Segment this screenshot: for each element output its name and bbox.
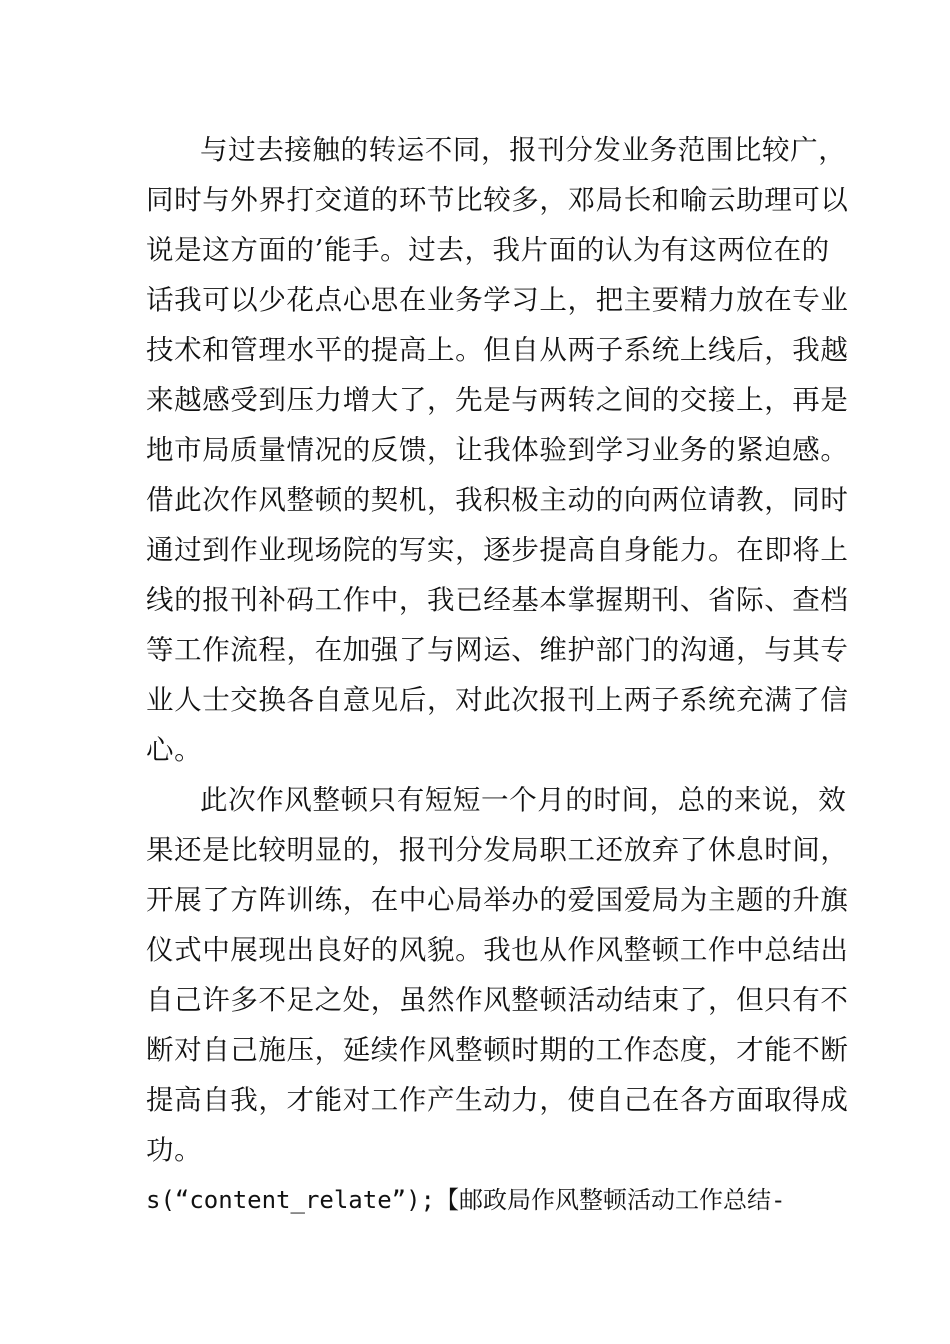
paragraph-1-line-10: 线的报刊补码工作中，我已经基本掌握期刊、省际、查档	[146, 584, 849, 616]
paragraph-1-line-13: 心。	[146, 734, 203, 766]
paragraph-2-line-3: 开展了方阵训练，在中心局举办的爱国爱局为主题的升旗	[146, 884, 849, 916]
paragraph-1-line-3: 说是这方面的’能手。过去，我片面的认为有这两位在的	[146, 234, 830, 266]
paragraph-2-line-7: 提高自我，才能对工作产生动力，使自己在各方面取得成	[146, 1084, 849, 1116]
paragraph-2-line-4: 仪式中展现出良好的风貌。我也从作风整顿工作中总结出	[146, 934, 849, 966]
paragraph-1-line-6: 来越感受到压力增大了，先是与两转之间的交接上，再是	[146, 384, 849, 416]
paragraph-2-line-5: 自己许多不足之处，虽然作风整顿活动结束了，但只有不	[146, 984, 849, 1016]
paragraph-1-line-5: 技术和管理水平的提高上。但自从两子系统上线后，我越	[146, 334, 849, 366]
paragraph-2-line-2: 果还是比较明显的，报刊分发局职工还放弃了休息时间，	[146, 834, 849, 866]
paragraph-1-line-11: 等工作流程，在加强了与网运、维护部门的沟通，与其专	[146, 634, 849, 666]
paragraph-1-line-4: 话我可以少花点心思在业务学习上，把主要精力放在专业	[146, 284, 849, 316]
paragraph-1-line-12: 业人士交换各自意见后，对此次报刊上两子系统充满了信	[146, 684, 849, 716]
paragraph-2-line-6: 断对自己施压，延续作风整顿时期的工作态度，才能不断	[146, 1034, 849, 1066]
paragraph-1-line-8: 借此次作风整顿的契机，我积极主动的向两位请教，同时	[146, 484, 849, 516]
related-content-line: s(“content_relate”);【邮政局作风整顿活动工作总结-	[146, 1186, 786, 1214]
paragraph-1-line-1: 与过去接触的转运不同，报刊分发业务范围比较广，	[200, 134, 847, 166]
paragraph-2-line-1: 此次作风整顿只有短短一个月的时间，总的来说，效	[200, 784, 847, 816]
paragraph-2-line-8: 功。	[146, 1134, 203, 1166]
paragraph-1-line-7: 地市局质量情况的反馈，让我体验到学习业务的紧迫感。	[146, 434, 849, 466]
paragraph-1-line-9: 通过到作业现场院的写实，逐步提高自身能力。在即将上	[146, 534, 849, 566]
paragraph-1-line-2: 同时与外界打交道的环节比较多，邓局长和喻云助理可以	[146, 184, 849, 216]
